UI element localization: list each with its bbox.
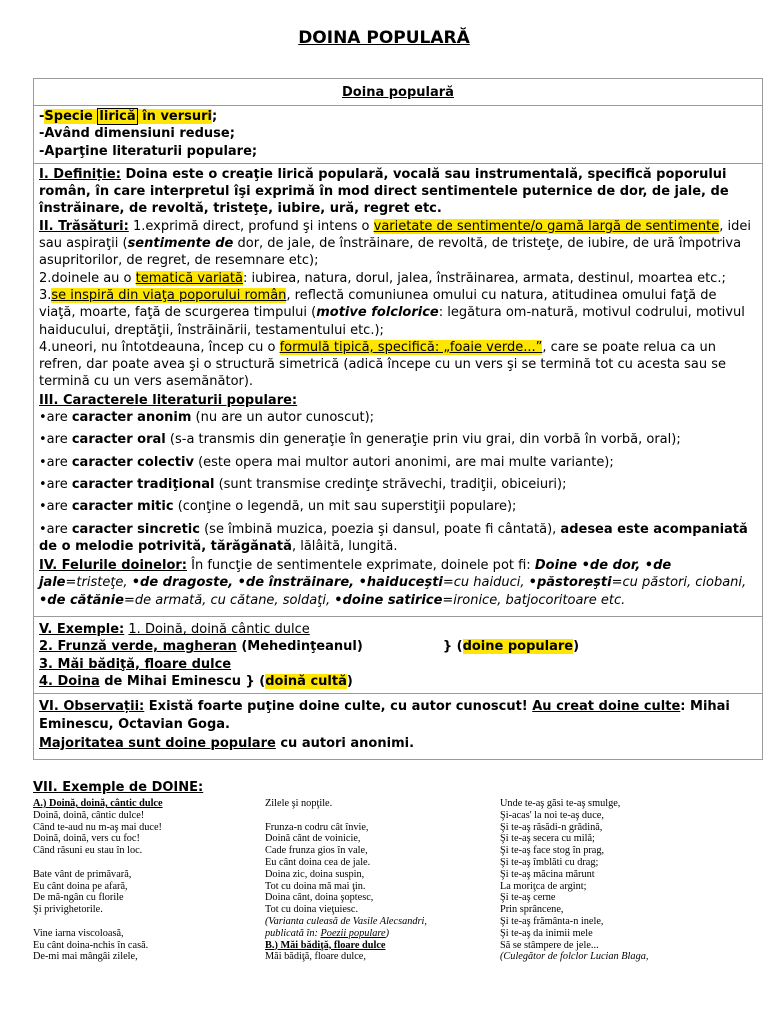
- source-note: (Culegător de folclor Lucian Blaga,: [500, 951, 649, 963]
- poem-line: Doină, doină, cântic dulce!: [33, 809, 145, 821]
- poem-line: Eu cânt doina pe afară,: [33, 880, 128, 892]
- specie-highlight: Specie lirică în versuri: [44, 109, 213, 124]
- list-item: •are caracter sincretic (se îmbină muzica, poezia şi dansul, poate fi cântată), adesea este acompaniată de o melodie potrivită, tărăgănată, lălâită, lungită.: [39, 521, 748, 554]
- observatii-heading: VI. Observații:: [39, 699, 145, 715]
- poem-section-a: A.) Doină, doină, cântic dulce: [33, 798, 163, 809]
- content-section: [34, 163, 762, 616]
- definitie-paragraph: I. Definiție: Doina este o creaţie lirică populară, vocală sau instrumentală, specifică poporului român, în care interpretul îşi exprimă în mod direct sentimentele puternice de dor, de jale, de înstrăinare, de revoltă, tristeţe, iubire, ură, regret etc.: [39, 166, 729, 217]
- specie-line-3: -Aparţine literaturii populare;: [39, 143, 258, 159]
- poem-line: Frunza-n codru cât învie,: [265, 821, 369, 833]
- poem-line: [33, 916, 163, 928]
- specie-line-2: -Având dimensiuni reduse;: [39, 126, 235, 142]
- poem-line: Şi te-aş secera cu milă;: [500, 833, 595, 845]
- summary-table: [33, 78, 763, 760]
- poem-line: Cade frunza gios în vale,: [265, 845, 368, 857]
- poem-line: De mă-ngân cu florile: [33, 892, 124, 904]
- poem-column-3: [500, 798, 648, 963]
- source-note: (Varianta culeasă de Vasile Alecsandri,: [265, 915, 427, 927]
- poem-line: [33, 857, 163, 869]
- doine-examples-heading: VII. Exemple de DOINE:: [33, 780, 204, 795]
- poem-line: Doina zic, doina suspin,: [265, 868, 365, 880]
- observatii-line-2: Majoritatea sunt doine populare cu autori anonimi.: [39, 735, 415, 751]
- poem-line: Bate vânt de primăvară,: [33, 868, 132, 880]
- list-item: •are caracter oral (s-a transmis din generaţie în generaţie prin viu grai, din vorbă în vorbă, oral);: [39, 432, 681, 448]
- poem-line: Unde te-aş găsi te-aş smulge,: [500, 798, 621, 809]
- exemple-heading: V. Exemple:: [39, 622, 125, 638]
- feluri-paragraph: IV. Felurile doinelor: În funcţie de sentimentele exprimate, doinele pot fi: Doine •de dor, •de jale=tristeţe, •de dragoste, •de înstrăinare, •haiduceşti=cu haiduci, •păstoreşti=cu păstori, ciobani, •de cătănie=de armată, cu cătane, soldaţi, •doine satirice=ironice, batjocoritoare etc.: [39, 558, 747, 608]
- poem-line: Şi te-aş îmblăti cu drag;: [500, 856, 599, 868]
- feluri-heading: IV. Felurile doinelor:: [39, 558, 187, 574]
- source-note: publicată în: Poezii populare): [265, 927, 390, 939]
- poem-line: Zilele şi nopţile.: [265, 798, 333, 809]
- exemple-line-4: 4. Doina de Mihai Eminescu } (doină cultă): [39, 673, 353, 689]
- exemple-line-3: 3. Măi bădiţă, floare dulce: [39, 656, 232, 672]
- list-item: •are caracter anonim (nu are un autor cunoscut);: [39, 410, 375, 426]
- poem-line: Tot cu doina mă mai ţin.: [265, 880, 366, 892]
- poem-line: Şi te-aş cerne: [500, 892, 556, 904]
- poem-line: [265, 810, 427, 822]
- poem-line: Când te-aud nu m-aş mai duce!: [33, 821, 162, 833]
- poem-column-2: [265, 798, 427, 963]
- trasaturi-p1: II. Trăsături: 1.exprimă direct, profund şi intens o varietate de sentimente/o gamă largă de sentimente, idei sau aspiraţii (sentimente de dor, de jale, de înstrăinare, de revoltă, de tristeţe, de iubire, de ură împotriva asupritorilor, de regret, de resemnare etc);: [39, 218, 751, 269]
- poem-line: Eu cânt doina-nchis în casă.: [33, 939, 149, 951]
- poem-line: Vine iarna viscoloasă,: [33, 927, 124, 939]
- poem-line: Doina cânt, doina şoptesc,: [265, 892, 374, 904]
- doina-culta-label: doină cultă: [265, 673, 347, 689]
- poem-line: Prin sprâncene,: [500, 904, 564, 916]
- poem-line: Şi te-aş măcina mărunt: [500, 868, 595, 880]
- caractere-list: [39, 409, 757, 555]
- poem-line: Când răsuni eu stau în loc.: [33, 845, 143, 857]
- poem-line: Şi te-aş da inimii mele: [500, 927, 593, 939]
- poem-line: Şi-acas' la noi te-aş duce,: [500, 809, 604, 821]
- definitie-heading: I. Definiție:: [39, 166, 121, 182]
- poem-line: Şi privighetorile.: [33, 904, 103, 916]
- trasaturi-p3: 3.se inspiră din viaţa poporului român, reflectă comuniunea omului cu natura, atitudinea omului faţă de viaţă, moarte, faţă de scurgerea timpului (motive folclorice: legătura om-natură, motivul codrului, motivul haiducului, dreptăţii, înstrăinării, testamentului etc.);: [39, 287, 745, 338]
- exemple-section: [34, 616, 762, 693]
- poem-line: Să se stâmpere de jele...: [500, 939, 599, 951]
- poem-line: Şi te-aş frământa-n inele,: [500, 915, 604, 927]
- poem-line: De-mi mai mângâi zilele,: [33, 951, 138, 963]
- poem-line: Şi te-aş răsădi-n grădină,: [500, 821, 603, 833]
- poem-line: Şi te-aş face stog în prag,: [500, 845, 605, 857]
- caractere-heading: III. Caracterele literaturii populare:: [39, 392, 298, 408]
- doine-populare-label: doine populare: [462, 639, 574, 655]
- poem-line: La moriţca de argint;: [500, 880, 587, 892]
- poem-column-1: [33, 798, 163, 963]
- poem-line: Eu cânt doina cea de jale.: [265, 856, 371, 868]
- trasaturi-p4: 4.uneori, nu întotdeauna, încep cu o formulă tipică, specifică: „foaie verde...”, care se poate relua ca un refren, dar poate avea şi o structură simetrică (adică începe cu un vers şi se termină tot cu acesta sau se termină cu un vers asemănător).: [39, 339, 726, 390]
- poem-line: Doină, doină, vers cu foc!: [33, 833, 140, 845]
- poem-line: Măi bădiţă, floare dulce,: [265, 951, 366, 963]
- observatii-section: [34, 693, 762, 759]
- poem-line: Tot cu doina vieţuiesc.: [265, 904, 359, 916]
- list-item: •are caracter mitic (conţine o legendă, un mit sau superstiţii populare);: [39, 499, 517, 515]
- table-header: Doina populară: [342, 85, 454, 100]
- list-item: •are caracter tradiţional (sunt transmise credinţe străvechi, tradiţii, obiceiuri);: [39, 476, 567, 492]
- trasaturi-heading: II. Trăsături:: [39, 218, 129, 234]
- exemple-line-2: 2. Frunză verde, magheran (Mehedinţeanul) } (doine populare): [39, 639, 580, 655]
- trasaturi-p2: 2.doinele au o tematică variată: iubirea, natura, dorul, jalea, înstrăinarea, armata, destinul, moartea etc.;: [39, 270, 726, 286]
- exemple-line-1: V. Exemple: 1. Doină, doină cântic dulce: [39, 622, 310, 638]
- poem-line: Doină cânt de voinicie,: [265, 833, 361, 845]
- observatii-line-1: VI. Observații: Există foarte puţine doine culte, cu autor cunoscut! Au creat doine culte: Mihai Eminescu, Octavian Goga.: [39, 699, 730, 732]
- page-title: DOINA POPULARĂ: [298, 28, 470, 48]
- list-item: •are caracter colectiv (este opera mai multor autori anonimi, are mai multe variante);: [39, 454, 614, 470]
- specie-section: -Specie lirică în versuri; -Având dimensiuni reduse; -Aparţine literaturii populare;: [34, 105, 762, 163]
- poem-section-b: B.) Măi bădiţă, floare dulce: [265, 939, 386, 951]
